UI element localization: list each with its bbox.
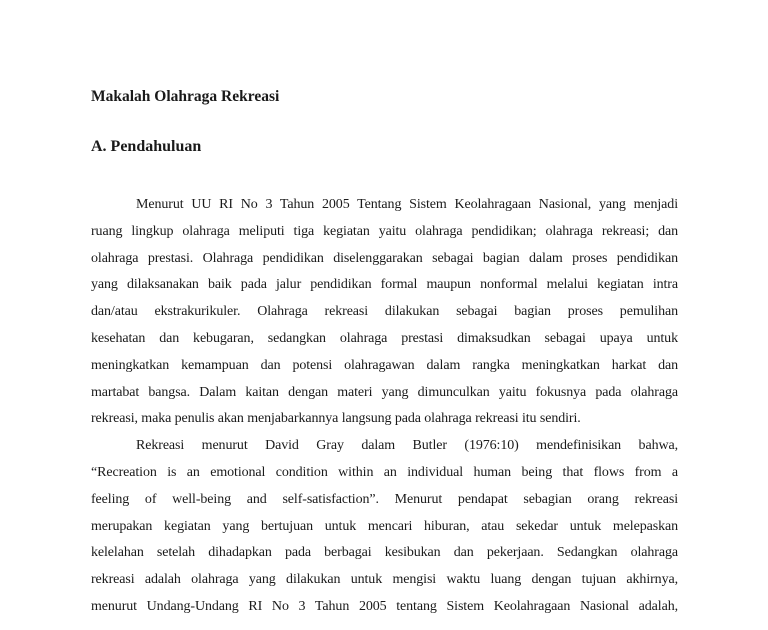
text-line: “Recreation is an emotional condition within an individual human being that flows from a xyxy=(91,464,678,480)
text-line: menurut Undang-Undang RI No 3 Tahun 2005 tentang Sistem Keolahragaan Nasional adalah, xyxy=(91,598,678,614)
text-line: yang dilaksanakan baik pada jalur pendidikan formal maupun nonformal melalui kegiatan intra xyxy=(91,277,678,293)
text-line: rekreasi, maka penulis akan menjabarkannya langsung pada olahraga rekreasi itu sendiri. xyxy=(91,411,581,427)
text-line: kesehatan dan kebugaran, sedangkan olahraga prestasi dimaksudkan sebagai upaya untuk xyxy=(91,330,678,346)
text-line: Rekreasi menurut David Gray dalam Butler (1976:10) mendefinisikan bahwa, xyxy=(136,438,678,454)
text-line: feeling of well-being and self-satisfaction”. Menurut pendapat sebagian orang rekreasi xyxy=(91,491,678,507)
paragraph-1 xyxy=(91,192,678,433)
document-title: Makalah Olahraga Rekreasi xyxy=(91,88,280,105)
text-line: Menurut UU RI No 3 Tahun 2005 Tentang Sistem Keolahragaan Nasional, yang menjadi xyxy=(136,197,678,212)
text-line: olahraga prestasi. Olahraga pendidikan diselenggarakan sebagai bagian dalam proses pendidikan xyxy=(91,250,678,266)
text-line: ruang lingkup olahraga meliputi tiga kegiatan yaitu olahraga pendidikan; olahraga rekreasi; dan xyxy=(91,223,678,239)
text-line: meningkatkan kemampuan dan potensi olahragawan dalam rangka meningkatkan harkat dan xyxy=(91,357,678,373)
text-line: merupakan kegiatan yang bertujuan untuk mencari hiburan, atau sekedar untuk melepaskan xyxy=(91,518,678,534)
paragraph-2 xyxy=(91,433,678,621)
document-body xyxy=(91,192,678,621)
text-line: martabat bangsa. Dalam kaitan dengan materi yang dimunculkan yaitu fokusnya pada olahraga xyxy=(91,384,678,400)
text-line: dan/atau ekstrakurikuler. Olahraga rekreasi dilakukan sebagai bagian proses pemulihan xyxy=(91,304,678,320)
section-heading: A. Pendahuluan xyxy=(91,138,202,155)
text-line: kelelahan setelah dihadapkan pada berbagai kesibukan dan pekerjaan. Sedangkan olahraga xyxy=(91,545,678,561)
text-line: rekreasi adalah olahraga yang dilakukan untuk mengisi waktu luang dengan tujuan akhirnya, xyxy=(91,572,678,588)
